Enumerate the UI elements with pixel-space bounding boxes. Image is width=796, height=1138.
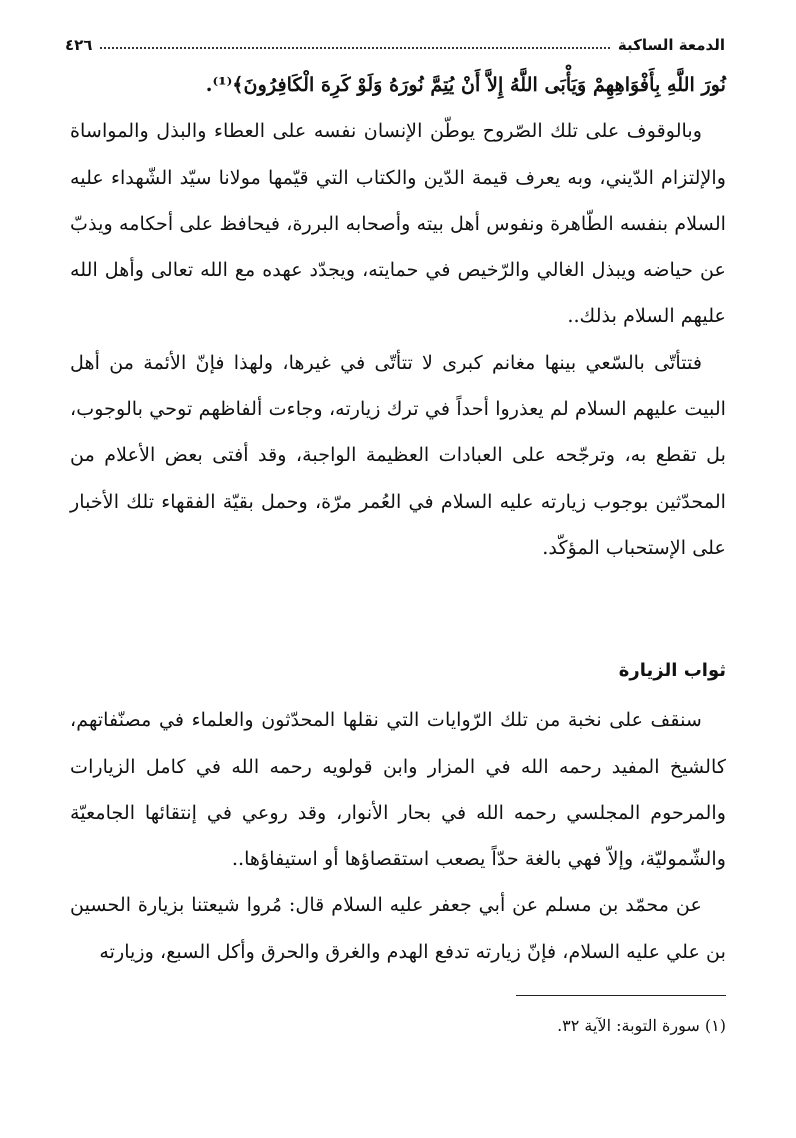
footnote: (١) سورة التوبة: الآية ٣٢. — [557, 1016, 726, 1035]
header-dotted-leader — [100, 47, 609, 49]
page-body — [70, 62, 726, 975]
paragraph-visitation-ruling: فتتأتّى بالسّعي بينها مغانم كبرى لا تتأتّى في غيرها، ولهذا فإنّ الأئمة من أهل البيت عليهم السلام لم يعذروا أحداً في ترك زيارته، وجاءت ألفاظهم توحي بالوجوب، بل تقطع به، وترجّحه على العبادات العظيمة الواجبة، وقد أفتى بعض الأعلام من المحدّثين بوجوب زيارته عليه السلام في العُمر مرّة، وحمل بقيّة الفقهاء تلك الأخبار على الإستحباب المؤكّد. — [70, 350, 726, 559]
paragraph-sacrifice: وبالوقوف على تلك الصّروح يوطّن الإنسان نفسه على العطاء والبذل والمواساة والإلتزام الدّيني، وبه يعرف قيمة الدّين والكتاب التي قيّمها مولانا سيّد الشّهداء عليه السلام بنفسه الطّاهرة ونفوس أهل بيته وأصحابه البررة، فيحافظ على أحكامه ويذبّ عن حياضه ويبذل الغالي والرّخيص في حمايته، ويجدّد عهده مع الله تعالى وأهل الله عليهم السلام بذلك.. — [70, 119, 726, 328]
footnote-divider — [516, 995, 726, 996]
quran-verse-line: نُورَ اللَّهِ بِأَفْوَاهِهِمْ وَيَأْبَى اللَّهُ إِلاَّ أَنْ يُتِمَّ نُورَهُ وَلَوْ كَرِهَ الْكَافِرُونَ﴾⁽¹⁾. — [205, 73, 726, 96]
paragraph-hadith: عن محمّد بن مسلم عن أبي جعفر عليه السلام قال: مُروا شيعتنا بزيارة الحسين بن علي عليه السلام، فإنّ زيارته تدفع الهدم والغرق والحرق وأكل السبع، وزيارته — [70, 893, 726, 963]
paragraph-narrations-intro: سنقف على نخبة من تلك الرّوايات التي نقلها المحدّثون والعلماء في مصنّفاتهم، كالشيخ المفيد رحمه الله في المزار وابن قولويه رحمه الله في كامل الزيارات والمرحوم المجلسي رحمه الله في بحار الأنوار، وقد روعي في إنتقائها الجامعيّة والشّموليّة، وإلاّ فهي بالغة حدّاً يصعب استقصاؤها أو استيفاؤها.. — [70, 708, 726, 871]
book-title: الدمعة الساكبة — [617, 36, 725, 54]
section-spacer — [70, 571, 726, 651]
running-header — [65, 32, 725, 54]
section-heading: ثواب الزيارة — [618, 660, 726, 682]
page-number: ٤٢٦ — [65, 36, 93, 54]
